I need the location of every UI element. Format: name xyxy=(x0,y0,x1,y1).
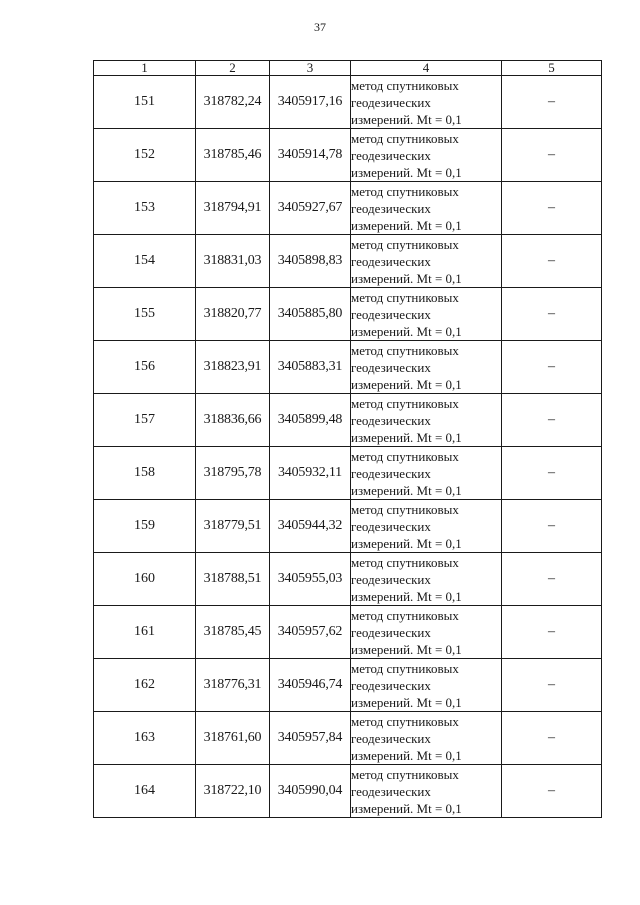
table-row xyxy=(94,129,602,182)
method-line: геодезических xyxy=(351,783,431,799)
method-line: метод спутниковых xyxy=(351,501,459,517)
method-line: геодезических xyxy=(351,306,431,322)
coordinate-y-cell: 3405990,04 xyxy=(270,765,351,818)
method-line: измерений. Mt = 0,1 xyxy=(351,482,462,498)
point-number-cell: 151 xyxy=(94,76,196,129)
method-line: измерений. Mt = 0,1 xyxy=(351,217,462,233)
method-line: геодезических xyxy=(351,359,431,375)
coordinate-y-cell: 3405957,62 xyxy=(270,606,351,659)
column-header-5: 5 xyxy=(502,61,602,76)
method-cell xyxy=(351,341,502,394)
method-line: геодезических xyxy=(351,677,431,693)
coordinate-x-cell: 318823,91 xyxy=(196,341,270,394)
method-cell xyxy=(351,765,502,818)
point-number-cell: 162 xyxy=(94,659,196,712)
method-line: геодезических xyxy=(351,412,431,428)
method-line: метод спутниковых xyxy=(351,289,459,305)
coordinate-x-cell: 318785,45 xyxy=(196,606,270,659)
method-line: измерений. Mt = 0,1 xyxy=(351,111,462,127)
note-cell: – xyxy=(502,553,602,606)
point-number-cell: 155 xyxy=(94,288,196,341)
coordinate-y-cell: 3405955,03 xyxy=(270,553,351,606)
table-row xyxy=(94,76,602,129)
note-cell: – xyxy=(502,659,602,712)
method-cell xyxy=(351,606,502,659)
note-cell: – xyxy=(502,182,602,235)
method-line: измерений. Mt = 0,1 xyxy=(351,747,462,763)
point-number-cell: 157 xyxy=(94,394,196,447)
column-header-3: 3 xyxy=(270,61,351,76)
column-header-4: 4 xyxy=(351,61,502,76)
coordinate-y-cell: 3405917,16 xyxy=(270,76,351,129)
method-line: метод спутниковых xyxy=(351,766,459,782)
coordinate-y-cell: 3405944,32 xyxy=(270,500,351,553)
note-cell: – xyxy=(502,129,602,182)
table-row xyxy=(94,659,602,712)
note-cell: – xyxy=(502,76,602,129)
note-cell: – xyxy=(502,288,602,341)
method-line: измерений. Mt = 0,1 xyxy=(351,535,462,551)
method-line: метод спутниковых xyxy=(351,607,459,623)
method-line: измерений. Mt = 0,1 xyxy=(351,323,462,339)
method-line: метод спутниковых xyxy=(351,130,459,146)
method-cell xyxy=(351,394,502,447)
table-row xyxy=(94,606,602,659)
point-number-cell: 153 xyxy=(94,182,196,235)
method-cell xyxy=(351,182,502,235)
table-row xyxy=(94,712,602,765)
method-line: геодезических xyxy=(351,518,431,534)
method-line: геодезических xyxy=(351,730,431,746)
method-line: геодезических xyxy=(351,147,431,163)
point-number-cell: 156 xyxy=(94,341,196,394)
method-line: измерений. Mt = 0,1 xyxy=(351,694,462,710)
method-line: метод спутниковых xyxy=(351,77,459,93)
coordinate-x-cell: 318761,60 xyxy=(196,712,270,765)
coordinate-y-cell: 3405899,48 xyxy=(270,394,351,447)
method-line: метод спутниковых xyxy=(351,554,459,570)
coordinate-x-cell: 318782,24 xyxy=(196,76,270,129)
method-cell xyxy=(351,553,502,606)
method-line: измерений. Mt = 0,1 xyxy=(351,429,462,445)
coordinate-x-cell: 318795,78 xyxy=(196,447,270,500)
method-line: измерений. Mt = 0,1 xyxy=(351,270,462,286)
method-line: геодезических xyxy=(351,571,431,587)
coordinate-y-cell: 3405914,78 xyxy=(270,129,351,182)
table-body xyxy=(94,76,602,818)
coordinate-x-cell: 318794,91 xyxy=(196,182,270,235)
table-row xyxy=(94,553,602,606)
method-line: измерений. Mt = 0,1 xyxy=(351,800,462,816)
coordinate-y-cell: 3405957,84 xyxy=(270,712,351,765)
method-line: измерений. Mt = 0,1 xyxy=(351,164,462,180)
coordinate-y-cell: 3405932,11 xyxy=(270,447,351,500)
coordinate-x-cell: 318722,10 xyxy=(196,765,270,818)
page-number: 37 xyxy=(314,20,326,34)
coordinate-x-cell: 318779,51 xyxy=(196,500,270,553)
method-cell xyxy=(351,288,502,341)
note-cell: – xyxy=(502,235,602,288)
method-line: измерений. Mt = 0,1 xyxy=(351,376,462,392)
method-cell xyxy=(351,76,502,129)
method-line: метод спутниковых xyxy=(351,660,459,676)
point-number-cell: 158 xyxy=(94,447,196,500)
method-line: измерений. Mt = 0,1 xyxy=(351,588,462,604)
coordinate-x-cell: 318788,51 xyxy=(196,553,270,606)
table-row xyxy=(94,235,602,288)
method-line: метод спутниковых xyxy=(351,395,459,411)
note-cell: – xyxy=(502,341,602,394)
method-cell xyxy=(351,712,502,765)
method-line: метод спутниковых xyxy=(351,713,459,729)
method-line: геодезических xyxy=(351,465,431,481)
point-number-cell: 163 xyxy=(94,712,196,765)
table-row xyxy=(94,341,602,394)
method-line: геодезических xyxy=(351,624,431,640)
column-header-1: 1 xyxy=(94,61,196,76)
point-number-cell: 159 xyxy=(94,500,196,553)
method-cell xyxy=(351,500,502,553)
method-line: метод спутниковых xyxy=(351,183,459,199)
coordinate-y-cell: 3405885,80 xyxy=(270,288,351,341)
note-cell: – xyxy=(502,447,602,500)
header-row xyxy=(94,61,602,76)
method-line: геодезических xyxy=(351,253,431,269)
coordinate-x-cell: 318831,03 xyxy=(196,235,270,288)
table-row xyxy=(94,394,602,447)
table-row xyxy=(94,447,602,500)
method-cell xyxy=(351,447,502,500)
point-number-cell: 161 xyxy=(94,606,196,659)
coordinate-x-cell: 318776,31 xyxy=(196,659,270,712)
table-row xyxy=(94,500,602,553)
method-line: измерений. Mt = 0,1 xyxy=(351,641,462,657)
method-line: метод спутниковых xyxy=(351,236,459,252)
coordinate-y-cell: 3405927,67 xyxy=(270,182,351,235)
point-number-cell: 154 xyxy=(94,235,196,288)
method-line: метод спутниковых xyxy=(351,448,459,464)
coordinate-x-cell: 318836,66 xyxy=(196,394,270,447)
coordinate-x-cell: 318785,46 xyxy=(196,129,270,182)
column-header-2: 2 xyxy=(196,61,270,76)
note-cell: – xyxy=(502,765,602,818)
coordinates-table xyxy=(93,60,602,818)
point-number-cell: 152 xyxy=(94,129,196,182)
method-line: метод спутниковых xyxy=(351,342,459,358)
table-row xyxy=(94,288,602,341)
note-cell: – xyxy=(502,712,602,765)
table-row xyxy=(94,182,602,235)
method-line: геодезических xyxy=(351,200,431,216)
table-row xyxy=(94,765,602,818)
point-number-cell: 160 xyxy=(94,553,196,606)
coordinate-y-cell: 3405883,31 xyxy=(270,341,351,394)
method-cell xyxy=(351,129,502,182)
method-cell xyxy=(351,659,502,712)
coordinate-y-cell: 3405898,83 xyxy=(270,235,351,288)
note-cell: – xyxy=(502,606,602,659)
note-cell: – xyxy=(502,500,602,553)
coordinate-x-cell: 318820,77 xyxy=(196,288,270,341)
point-number-cell: 164 xyxy=(94,765,196,818)
method-line: геодезических xyxy=(351,94,431,110)
coordinate-y-cell: 3405946,74 xyxy=(270,659,351,712)
method-cell xyxy=(351,235,502,288)
note-cell: – xyxy=(502,394,602,447)
